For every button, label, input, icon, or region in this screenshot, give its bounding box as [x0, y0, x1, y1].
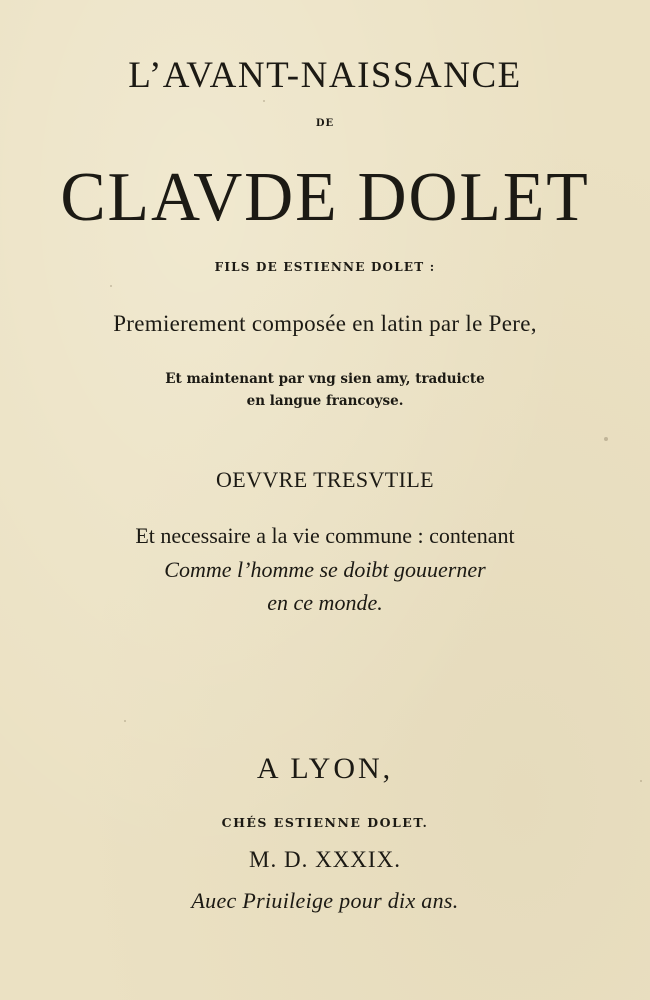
paper-speck [110, 285, 112, 287]
subtitle: FILS DE ESTIENNE DOLET : [214, 260, 436, 274]
title-line-2: CLAVDE DOLET [60, 159, 590, 236]
paper-speck [604, 437, 608, 441]
paper-speck [124, 720, 126, 722]
imprint-printer: CHÉS ESTIENNE DOLET. [221, 815, 429, 830]
imprint-place: A LYON, [256, 752, 394, 785]
title-line-1: L’AVANT-NAISSANCE [128, 55, 522, 96]
work-heading: OEVVRE TRESVTILE [215, 467, 435, 492]
translation-line-2: en langue francoyse. [246, 393, 404, 409]
paper-speck [640, 780, 642, 782]
description-line-1: Et necessaire a la vie commune : contenant [135, 523, 515, 548]
translation-line-1: Et maintenant par vng sien amy, traduicte [165, 371, 485, 387]
description-line-2: Comme l’homme se doibt gouuerner [164, 557, 486, 582]
privilege-line: Auec Priuileige pour dix ans. [191, 888, 459, 913]
description-line-3: en ce monde. [267, 590, 383, 615]
title-connector: DE [315, 118, 335, 129]
composed-line: Premierement composée en latin par le Pere, [113, 311, 537, 336]
imprint-date: M. D. XXXIX. [249, 847, 401, 872]
paper-speck [263, 100, 265, 102]
